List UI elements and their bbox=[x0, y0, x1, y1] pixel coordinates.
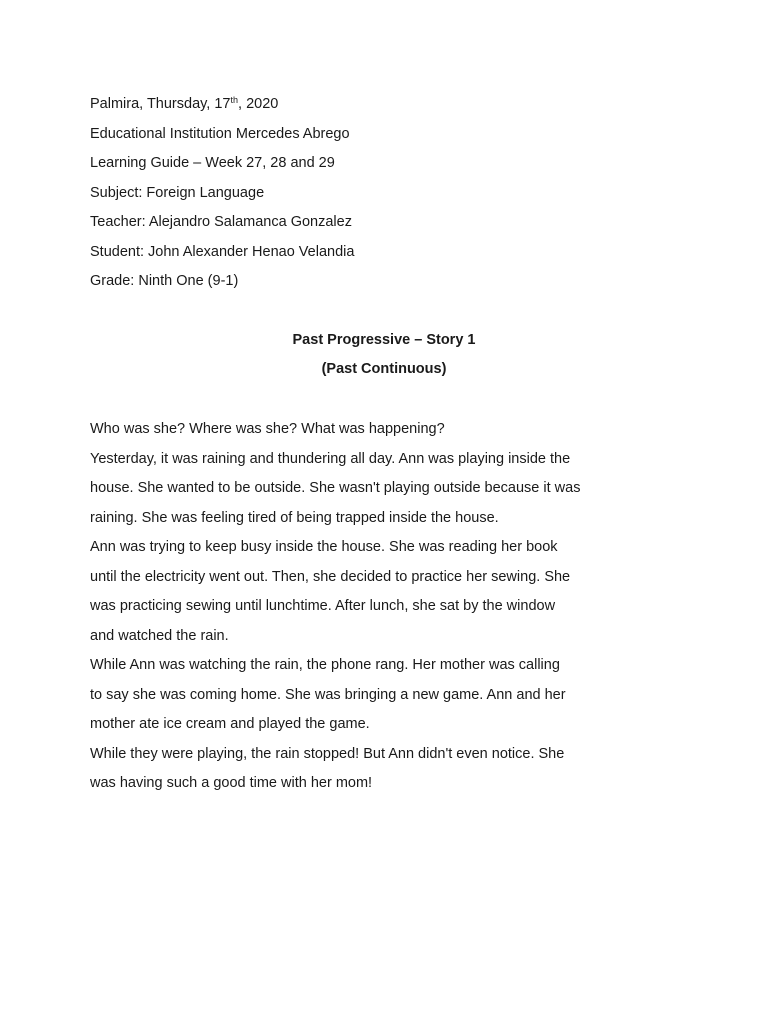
document-header bbox=[90, 90, 690, 297]
date-suffix: , 2020 bbox=[238, 96, 279, 112]
story-line: raining. She was feeling tired of being trapped inside the house. bbox=[90, 509, 499, 526]
story-line: While Ann was watching the rain, the phone rang. Her mother was calling bbox=[90, 657, 560, 673]
title-block bbox=[0, 326, 768, 384]
story-line: was practicing sewing until lunchtime. After lunch, she sat by the window bbox=[90, 598, 556, 614]
date-line bbox=[90, 90, 690, 120]
date-prefix: Palmira, Thursday, 17 bbox=[90, 96, 231, 112]
story-body bbox=[90, 415, 690, 799]
story-subtitle: (Past Continuous) bbox=[321, 361, 447, 377]
subject-line: Subject: Foreign Language bbox=[90, 184, 265, 201]
story-line: Who was she? Where was she? What was happening? bbox=[90, 421, 445, 437]
story-line: was having such a good time with her mom! bbox=[90, 775, 373, 791]
story-line: Yesterday, it was raining and thundering all day. Ann was playing inside the bbox=[90, 450, 571, 467]
story-line: to say she was coming home. She was bringing a new game. Ann and her bbox=[90, 686, 566, 703]
grade-line: Grade: Ninth One (9-1) bbox=[90, 273, 239, 289]
story-line: until the electricity went out. Then, she decided to practice her sewing. She bbox=[90, 568, 571, 585]
story-line: Ann was trying to keep busy inside the house. She was reading her book bbox=[90, 539, 558, 555]
story-line: and watched the rain. bbox=[90, 627, 229, 644]
date-ordinal: th bbox=[230, 95, 239, 105]
story-title: Past Progressive – Story 1 bbox=[292, 332, 476, 348]
institution-line: Educational Institution Mercedes Abrego bbox=[90, 125, 350, 142]
story-line: While they were playing, the rain stopped! But Ann didn't even notice. She bbox=[90, 745, 565, 762]
student-line: Student: John Alexander Henao Velandia bbox=[90, 243, 355, 260]
story-line: mother ate ice cream and played the game. bbox=[90, 716, 370, 732]
story-line: house. She wanted to be outside. She wasn't playing outside because it was bbox=[90, 480, 581, 496]
teacher-line: Teacher: Alejandro Salamanca Gonzalez bbox=[90, 214, 352, 230]
guide-line: Learning Guide – Week 27, 28 and 29 bbox=[90, 155, 335, 171]
